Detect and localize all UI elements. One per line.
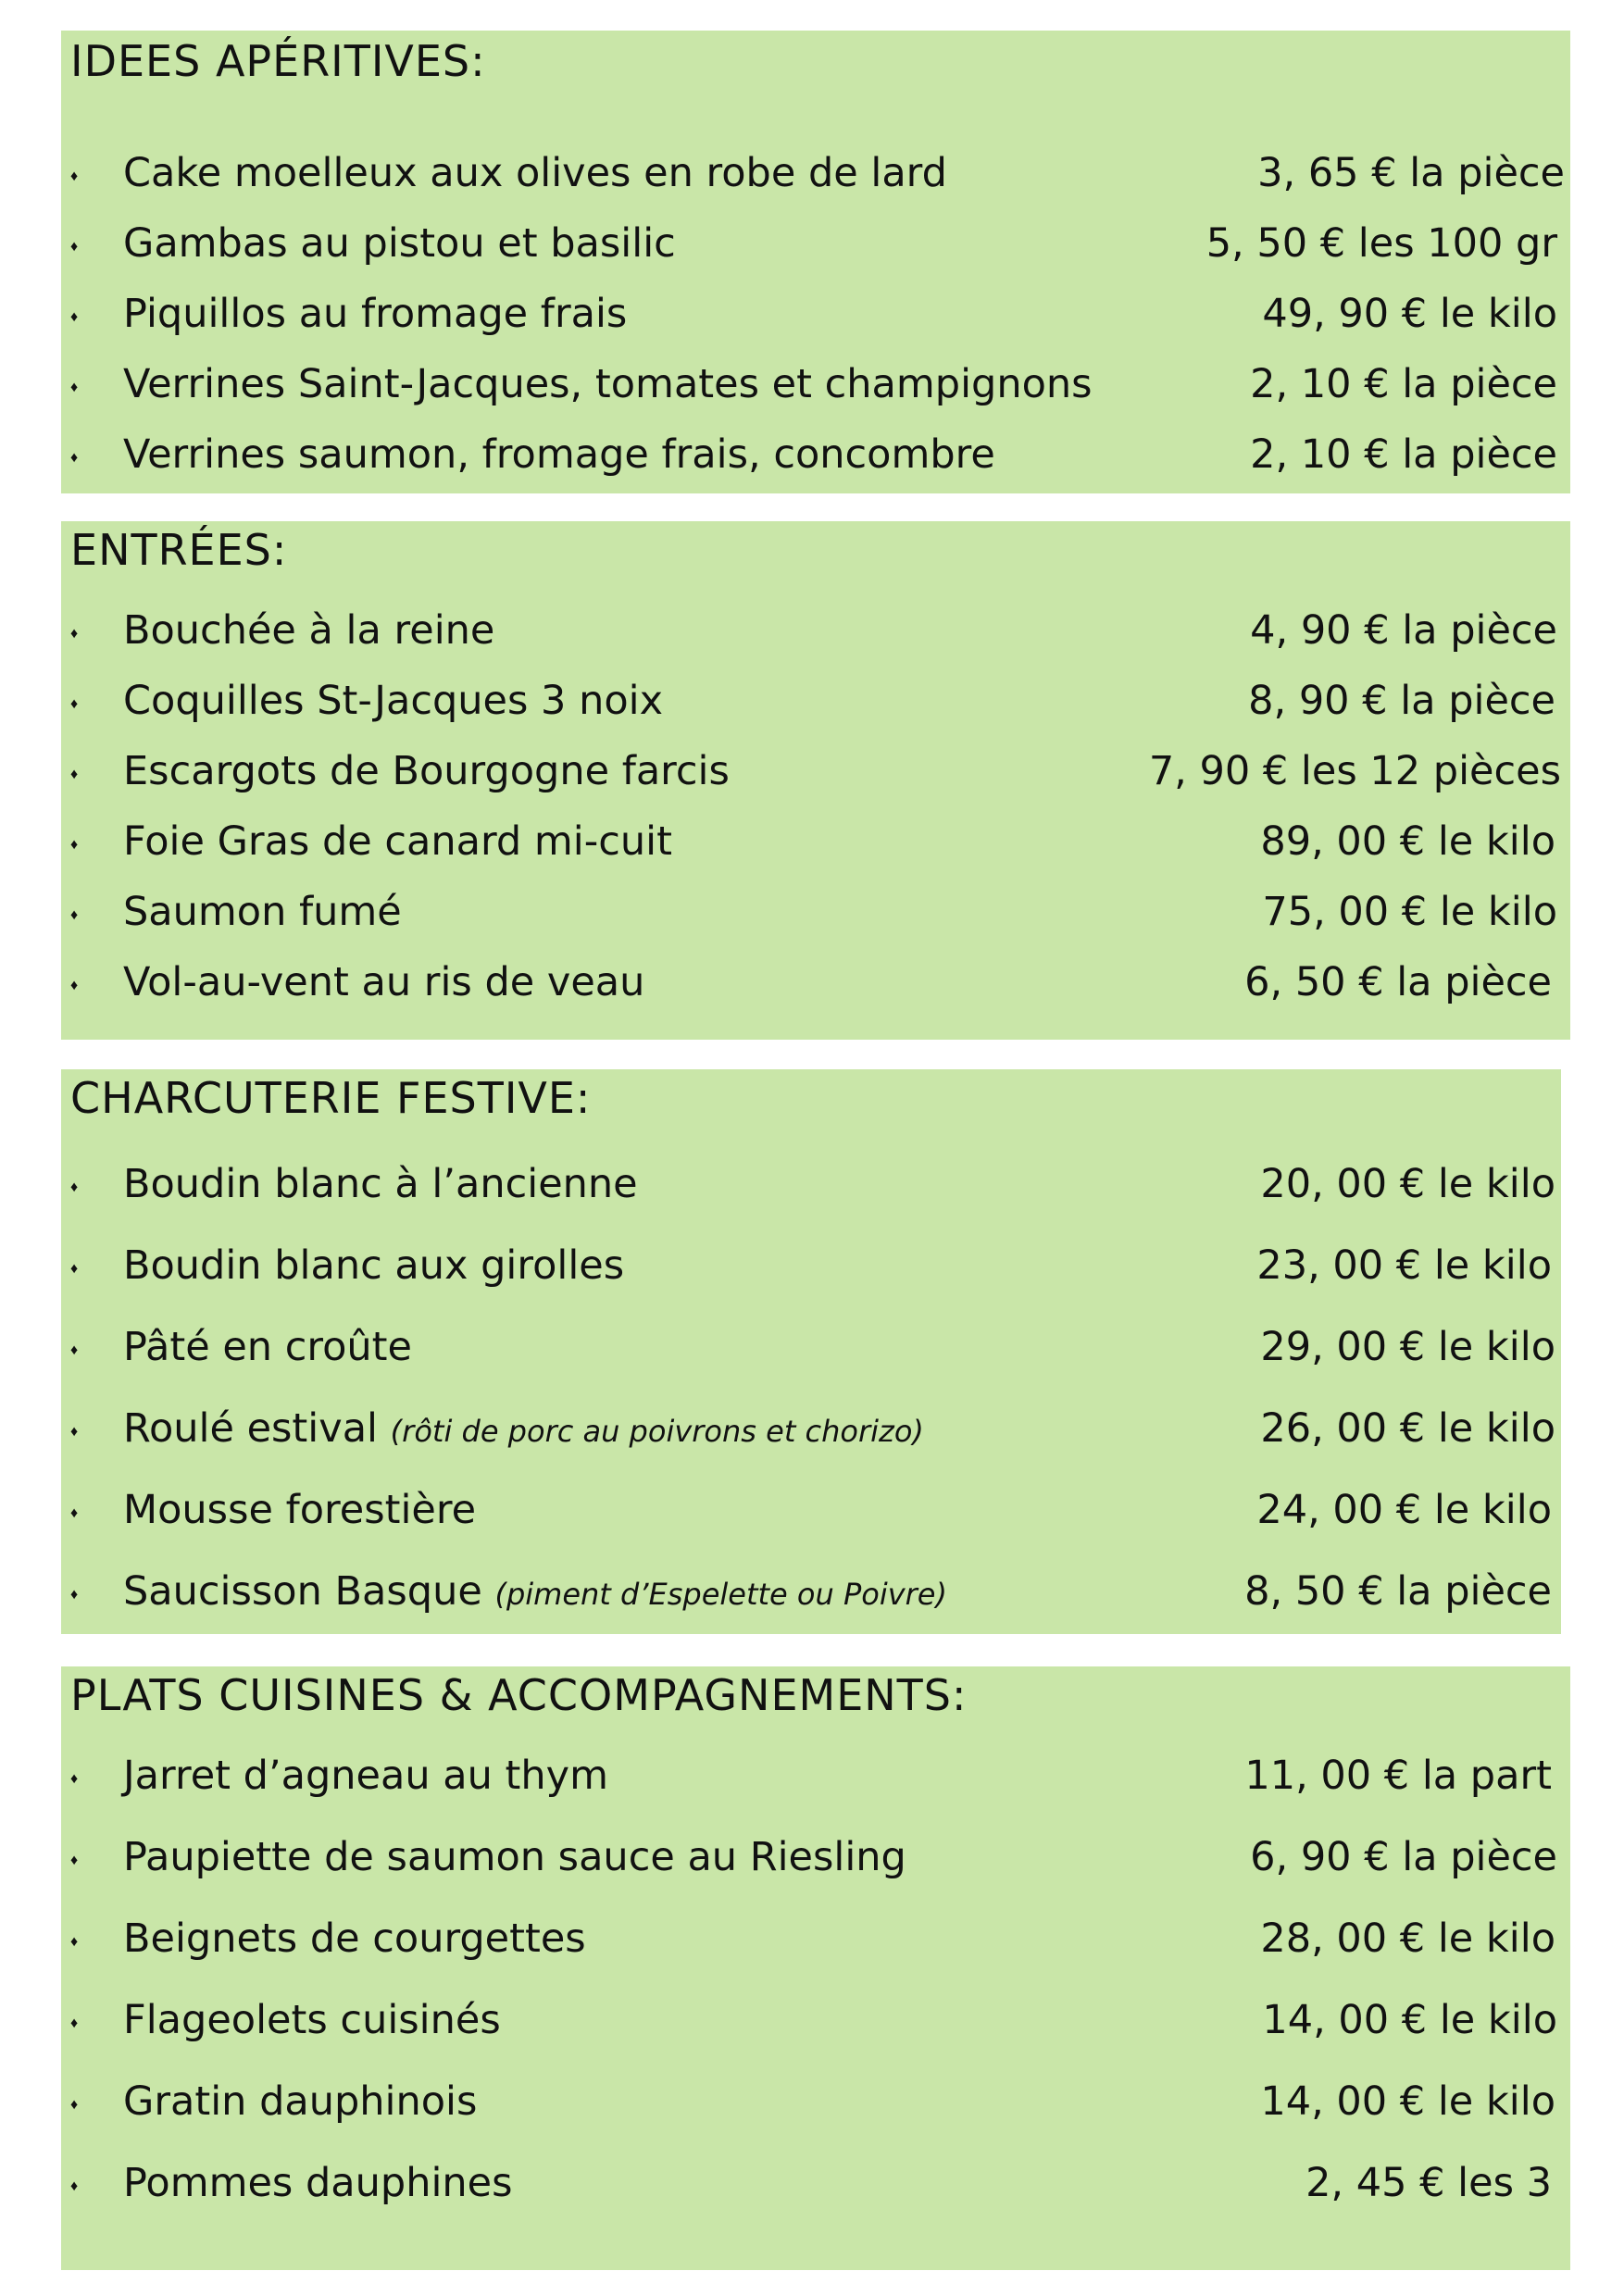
item-price: 75, 00 € le kilo — [1262, 889, 1557, 935]
item-price: 24, 00 € le kilo — [1256, 1487, 1552, 1533]
item-name: Cake moelleux aux olives en robe de lard — [123, 150, 947, 196]
menu-item — [61, 1401, 1561, 1456]
bullet-icon: ♦ — [70, 837, 79, 853]
menu-item — [61, 1156, 1561, 1212]
bullet-icon: ♦ — [70, 1424, 79, 1440]
menu-item — [61, 814, 1570, 869]
menu-item — [61, 145, 1570, 201]
bullet-icon: ♦ — [70, 1505, 79, 1521]
bullet-icon: ♦ — [70, 2015, 79, 2031]
bullet-icon: ♦ — [70, 1342, 79, 1358]
item-name: Verrines Saint-Jacques, tomates et champignons — [123, 361, 1093, 407]
section-title: ENTRÉES: — [70, 525, 288, 575]
item-price: 2, 45 € les 3 — [1305, 2160, 1552, 2206]
item-price: 6, 50 € la pièce — [1244, 959, 1552, 1005]
bullet-icon: ♦ — [70, 978, 79, 993]
bullet-icon: ♦ — [70, 239, 79, 255]
item-price: 20, 00 € le kilo — [1260, 1161, 1555, 1207]
item-note: (piment d’Espelette ou Poivre) — [494, 1577, 947, 1612]
item-name — [123, 1564, 947, 1622]
item-price: 23, 00 € le kilo — [1256, 1242, 1552, 1289]
menu-item — [61, 743, 1570, 799]
section-title: IDEES APÉRITIVES: — [70, 36, 486, 86]
item-price: 89, 00 € le kilo — [1260, 818, 1555, 865]
item-name: Boudin blanc à l’ancienne — [123, 1161, 638, 1207]
item-name: Pommes dauphines — [123, 2160, 513, 2206]
bullet-icon: ♦ — [70, 1261, 79, 1277]
item-price: 14, 00 € le kilo — [1262, 1997, 1557, 2043]
section-title: CHARCUTERIE FESTIVE: — [70, 1073, 592, 1123]
menu-item — [61, 356, 1570, 412]
item-name: Mousse forestière — [123, 1487, 477, 1533]
item-note: (rôti de porc au poivrons et chorizo) — [390, 1414, 924, 1449]
item-price: 14, 00 € le kilo — [1260, 2078, 1555, 2125]
section-entrees — [61, 521, 1570, 1040]
bullet-icon: ♦ — [70, 696, 79, 712]
item-name: Piquillos au fromage frais — [123, 291, 628, 337]
item-price: 26, 00 € le kilo — [1260, 1405, 1555, 1452]
item-price: 7, 90 € les 12 pièces — [1148, 748, 1561, 794]
item-name: Beignets de courgettes — [123, 1915, 586, 1962]
menu-item — [61, 673, 1570, 729]
bullet-icon: ♦ — [70, 626, 79, 642]
bullet-icon: ♦ — [70, 767, 79, 782]
item-price: 5, 50 € les 100 gr — [1206, 220, 1557, 267]
bullet-icon: ♦ — [70, 168, 79, 184]
bullet-icon: ♦ — [70, 1771, 79, 1787]
menu-item — [61, 1992, 1570, 2048]
item-price: 49, 90 € le kilo — [1262, 291, 1557, 337]
item-price: 28, 00 € le kilo — [1260, 1915, 1555, 1962]
menu-item — [61, 2074, 1570, 2129]
menu-item — [61, 2155, 1570, 2211]
item-name: Saumon fumé — [123, 889, 402, 935]
item-name: Gratin dauphinois — [123, 2078, 478, 2125]
section-idees-aperitives — [61, 31, 1570, 493]
menu-item — [61, 1482, 1561, 1538]
item-price: 4, 90 € la pièce — [1250, 607, 1557, 654]
item-price: 2, 10 € la pièce — [1250, 431, 1557, 478]
item-name: Paupiette de saumon sauce au Riesling — [123, 1834, 906, 1880]
bullet-icon: ♦ — [70, 450, 79, 466]
item-name: Coquilles St-Jacques 3 noix — [123, 678, 664, 724]
section-title: PLATS CUISINES & ACCOMPAGNEMENTS: — [70, 1670, 968, 1720]
bullet-icon: ♦ — [70, 380, 79, 395]
menu-item — [61, 1748, 1570, 1803]
menu-item — [61, 603, 1570, 658]
item-name: Pâté en croûte — [123, 1324, 412, 1370]
item-price: 3, 65 € la pièce — [1257, 150, 1565, 196]
menu-item — [61, 955, 1570, 1010]
menu-item — [61, 286, 1570, 342]
item-name: Gambas au pistou et basilic — [123, 220, 676, 267]
item-name — [123, 1401, 924, 1459]
bullet-icon: ♦ — [70, 1853, 79, 1868]
item-name: Foie Gras de canard mi-cuit — [123, 818, 672, 865]
bullet-icon: ♦ — [70, 1179, 79, 1195]
item-name: Verrines saumon, fromage frais, concombre — [123, 431, 995, 478]
bullet-icon: ♦ — [70, 2097, 79, 2113]
item-name-text: Roulé estival — [123, 1405, 378, 1452]
bullet-icon: ♦ — [70, 1934, 79, 1950]
item-name: Flageolets cuisinés — [123, 1997, 501, 2043]
item-price: 11, 00 € la part — [1244, 1753, 1552, 1799]
menu-item — [61, 1319, 1561, 1375]
menu-item — [61, 1911, 1570, 1966]
menu-item — [61, 884, 1570, 940]
menu-item — [61, 1829, 1570, 1885]
item-name: Escargots de Bourgogne farcis — [123, 748, 730, 794]
item-name: Bouchée à la reine — [123, 607, 495, 654]
bullet-icon: ♦ — [70, 309, 79, 325]
bullet-icon: ♦ — [70, 2178, 79, 2194]
item-name-text: Saucisson Basque — [123, 1568, 482, 1615]
section-charcuterie-festive — [61, 1069, 1561, 1634]
menu-item — [61, 216, 1570, 271]
menu-item — [61, 1564, 1561, 1619]
item-price: 8, 90 € la pièce — [1248, 678, 1555, 724]
menu-item — [61, 1238, 1561, 1293]
bullet-icon: ♦ — [70, 1587, 79, 1603]
item-name: Vol-au-vent au ris de veau — [123, 959, 645, 1005]
bullet-icon: ♦ — [70, 907, 79, 923]
item-name: Boudin blanc aux girolles — [123, 1242, 625, 1289]
item-price: 6, 90 € la pièce — [1250, 1834, 1557, 1880]
item-name: Jarret d’agneau au thym — [123, 1753, 608, 1799]
section-plats-cuisines — [61, 1666, 1570, 2270]
item-price: 29, 00 € le kilo — [1260, 1324, 1555, 1370]
menu-item — [61, 427, 1570, 482]
item-price: 2, 10 € la pièce — [1250, 361, 1557, 407]
item-price: 8, 50 € la pièce — [1244, 1568, 1552, 1615]
